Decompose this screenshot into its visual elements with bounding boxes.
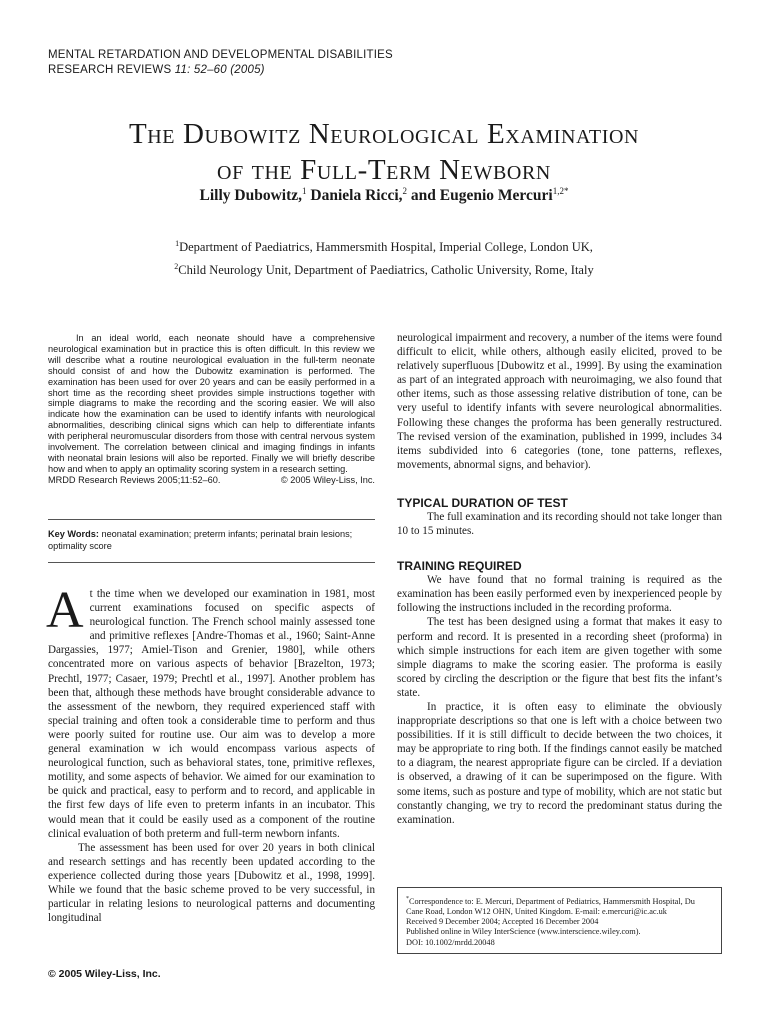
author-ricci-affil: 2 [402, 186, 408, 196]
journal-name: MENTAL RETARDATION AND DEVELOPMENTAL DISABILITIES [48, 49, 393, 61]
body-left-column [46, 582, 375, 925]
body-paragraph-2: The assessment has been used for over 20 years in both clinical and research settings and has recently been updated according to the experience collected during those years [Dubowitz et al., 1998, 1999]. While we found that the basic scheme proved to be very successful, in particular in relating lesions to neurological patterns and documenting longitudinal [48, 841, 375, 925]
paragraph-training-1: We have found that no formal training is required as the examination has been easily performed even by inexperienced people by following the instructions included in the recording proforma. [397, 574, 722, 615]
footnote-published: Published online in Wiley InterScience (www.interscience.wiley.com). [406, 927, 641, 937]
author-list [40, 186, 728, 205]
affiliation-2-number: 2 [174, 262, 179, 271]
abstract-text: In an ideal world, each neonate should have a comprehensive neurological examination but in practice this is often difficult. In this review we will describe what a routine neurological evaluation in the full-term neonate should consist of and how the Dubowitz examination is performed. The examination has been used for over 20 years and can be easily performed in a short time as the recording sheet provides simple instructions together with simple diagrams to make the recording and the scoring easier. We will also indicate how the examination can be used to identify infants with neurological abnormalities, describing clinical signs which can help to differentiate infants with peripheral neuromuscular disorders from those with central nervous system involvement. The correlation between clinical and imaging findings in infants with neonatal brain lesions will also be reported. Finally we will briefly describe how and when to apply an optimality scoring system in a research setting. [48, 333, 375, 474]
author-ricci: Daniela Ricci, [310, 187, 403, 205]
heading-typical-duration: TYPICAL DURATION OF TEST [397, 495, 568, 510]
journal-line2 [48, 63, 393, 78]
journal-series: RESEARCH REVIEWS [48, 64, 172, 76]
abstract [48, 333, 375, 486]
author-mercuri-affil: 1,2* [552, 186, 569, 196]
correspondence-footnote [397, 887, 722, 954]
affiliation-1 [40, 239, 728, 255]
article-title [40, 116, 728, 188]
paragraph-training-2: The test has been designed using a format that makes it easy to perform and record. It is presented in a recording sheet (proforma) in which simple instructions for each item are given together with some simple diagrams to make the scoring easier. The proforma is easily scored by circling the description or the figure that best fits the infant’s state. [397, 616, 722, 699]
affiliation-2 [40, 262, 728, 278]
body-paragraph-1-text: t the time when we developed our examination in 1981, most current examinations focused on specific aspects of neurological function. The French school mainly assessed tone and primitive reflexes [Andre-Thomas et al., 1960; Saint-Anne Dargassies, 1977; Amiel-Tison and Grenier, 1980], while others concentrated more on various aspects of behavior [Brazelton, 1973; Prechtl, 1977; Casaer, 1979; Prechtl et al., 1997]. Another problem has been that, although these methods have brought considerable advance to the assessment of the newborn, they required experienced staff with special training and often took a considerable time to perform and thus were poorly suited for routine use. Our aim was to develop a more general examination w ich would encompass various aspects of neurological function, such as behavioral states, tone, primitive reflexes, motility, and some aspects of behavior. We aimed for our examination to be quick and practical, easy to perform and to record, and applicable in the first few days of life even to preterm infants in an incubator. This would mean that it could be easily used as a component of the routine clinical evaluation of both preterm and full-term newborn infants. [48, 588, 375, 840]
affiliation-1-number: 1 [175, 239, 180, 248]
affiliation-2-text: Child Neurology Unit, Department of Paediatrics, Catholic University, Rome, Italy [178, 263, 594, 278]
footnote-received: Received 9 December 2004; Accepted 16 December 2004 [406, 917, 599, 927]
author-dubowitz: Lilly Dubowitz, [199, 187, 303, 205]
footnote-star: * [406, 896, 409, 902]
keywords-text: neonatal examination; preterm infants; perinatal brain lesions; optimality score [48, 529, 353, 551]
abstract-copyright: © 2005 Wiley-Liss, Inc. [280, 474, 375, 485]
title-line-2: of the Full-Term Newborn [217, 154, 551, 186]
drop-cap: A [46, 582, 84, 639]
author-mercuri: and Eugenio Mercuri [410, 187, 553, 205]
footnote-doi: DOI: 10.1002/mrdd.20048 [406, 937, 495, 947]
body-right-column [397, 331, 722, 827]
keywords [48, 529, 375, 552]
heading-training-required: TRAINING REQUIRED [397, 559, 522, 574]
affiliation-1-text: Department of Paediatrics, Hammersmith Hospital, Imperial College, London UK, [179, 240, 593, 255]
paragraph-duration: The full examination and its recording should not take longer than 10 to 15 minutes. [397, 510, 722, 538]
paragraph-training-3: In practice, it is often easy to eliminate the obviously inappropriate descriptions so that one is left with a choice between two possibilities. If it is still difficult to decide between the two choices, it may be appropriate to ring both. If the findings cannot easily be matched to a diagram, the nearest appropriate figure can be circled. If a deviation is observed, a drawing of it can be superimposed on the figure. With some items, such as posture and type of mobility, which are not static but constantly changing, we try to record the predominant status during the examination. [397, 700, 722, 826]
publisher-copyright: © 2005 Wiley-Liss, Inc. [48, 968, 161, 980]
abstract-citation: MRDD Research Reviews 2005;11:52–60. [48, 474, 221, 485]
keywords-label: Key Words: [48, 529, 99, 539]
author-dubowitz-affil: 1 [302, 186, 307, 196]
footnote-correspondence [406, 894, 713, 917]
journal-citation: 11: 52–60 (2005) [174, 64, 265, 76]
keywords-bottom-rule [48, 562, 375, 563]
footnote-correspondence-text: Correspondence to: E. Mercuri, Department of Pediatrics, Hammersmith Hospital, Du Cane Road, London W12 OHN, United Kingdom. E-mail: e.mercuri@ic.ac.uk [406, 896, 695, 916]
journal-header [48, 48, 393, 78]
title-line-1: The Dubowitz Neurological Examination [128, 118, 640, 150]
body-paragraph-1 [46, 582, 375, 841]
keywords-top-rule [48, 519, 375, 520]
body-paragraph-continued: neurological impairment and recovery, a number of the items were found difficult to elicit, while others, although easily elicited, proved to be relatively superfluous [Dubowitz et al., 1999]. By using the examination as part of an integrated approach with neuroimaging, we also found that other items, such as those assessing relative distribution of tone, can be very useful to identify infants with severe neurological abnormalities. Following these changes the proforma has been generally restructured. The revised version of the examination, published in 1999, includes 34 items subdivided into 6 categories (tone, tone patterns, reflexes, movements, abnormal signs, and behavior). [397, 332, 722, 471]
